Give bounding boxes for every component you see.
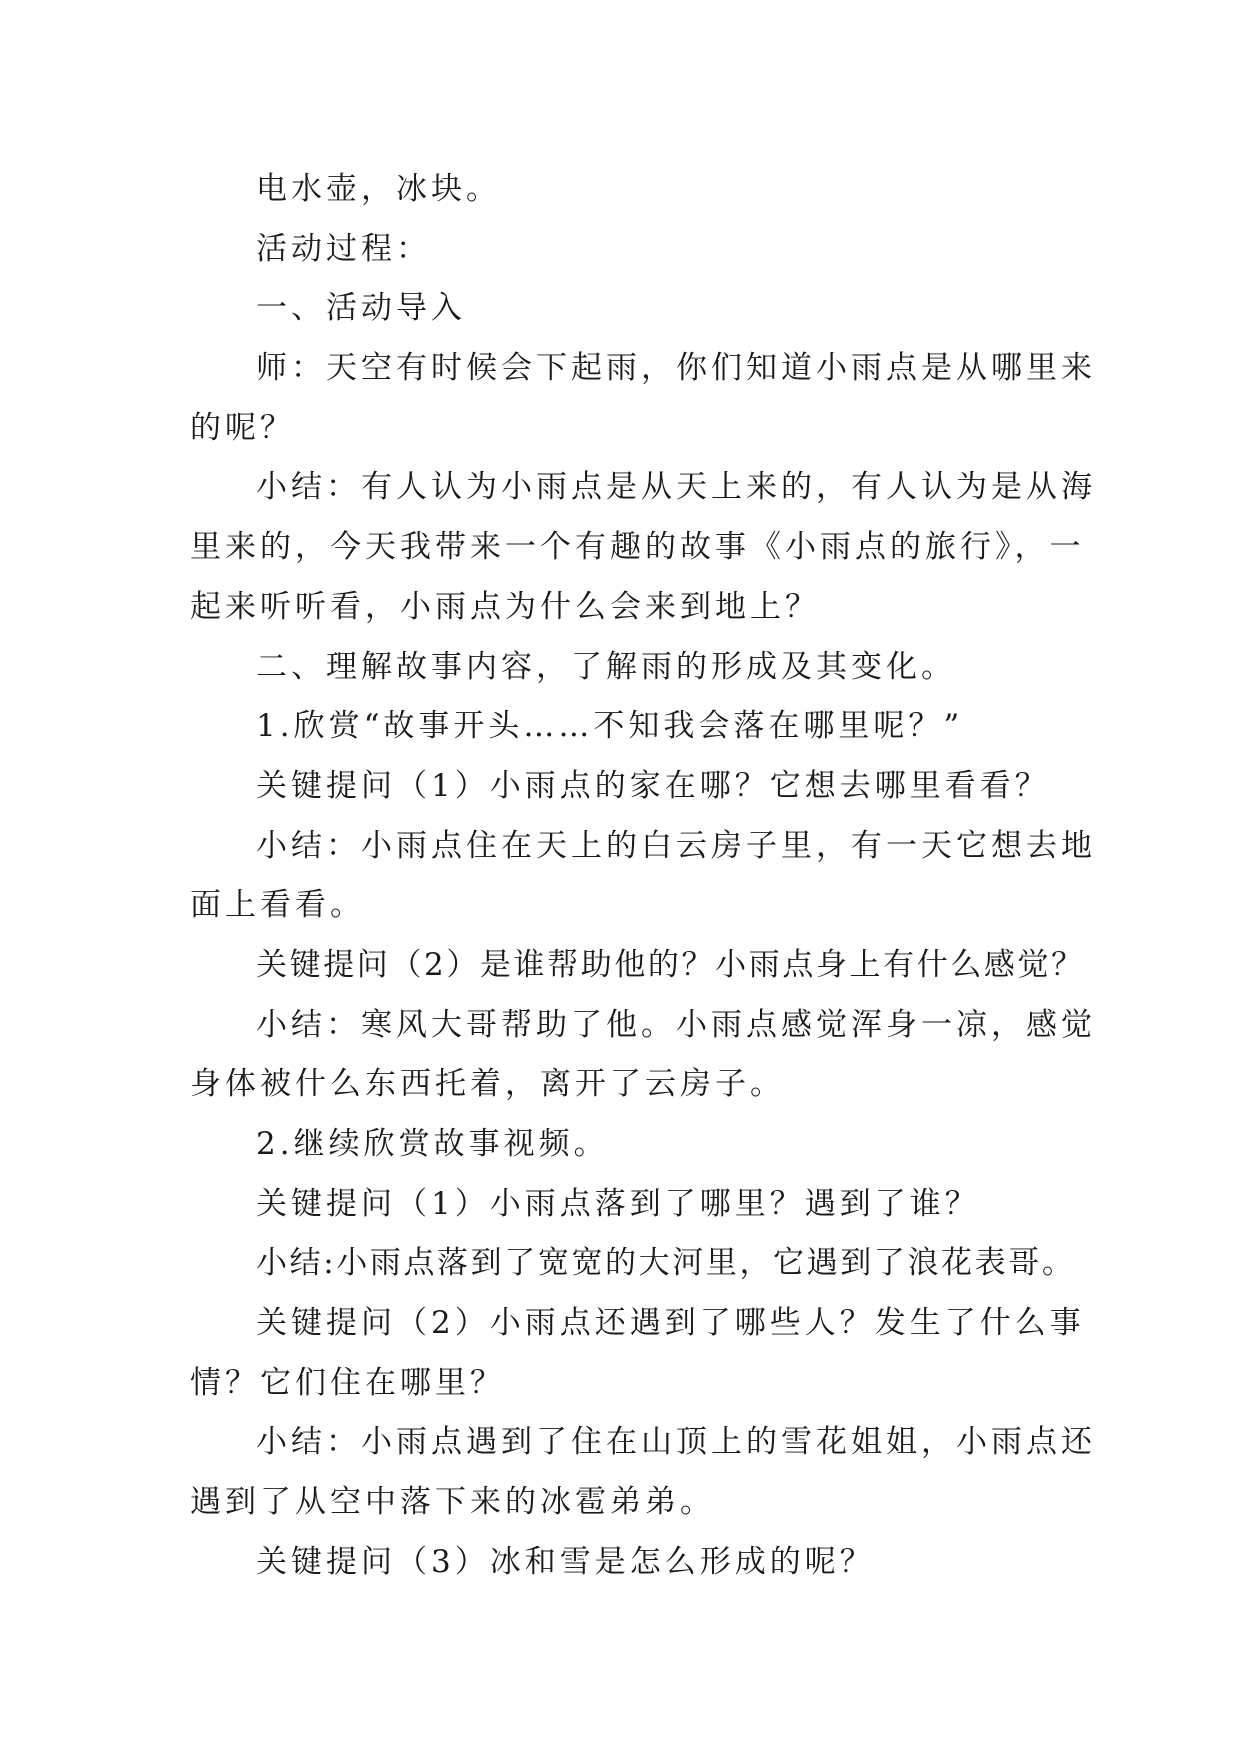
section-heading: 二、理解故事内容，了解雨的形成及其变化。 — [256, 648, 956, 685]
text-line: 遇到了从空中落下来的冰雹弟弟。 — [190, 1484, 715, 1521]
text-line: 关键提问（2）是谁帮助他的？小雨点身上有什么感觉？ — [256, 946, 1085, 983]
text-line: 2.继续欣赏故事视频。 — [256, 1126, 609, 1162]
text-line: 活动过程： — [256, 230, 431, 267]
text-line: 小结：小雨点遇到了住在山顶上的雪花姐姐，小雨点还 — [256, 1424, 1096, 1461]
text-line: 关键提问（2）小雨点还遇到了哪些人？发生了什么事 — [256, 1305, 1085, 1342]
document-body — [190, 160, 1096, 1593]
text-line: 小结:小雨点落到了宽宽的大河里，它遇到了浪花表哥。 — [256, 1245, 1076, 1282]
text-line: 小结：寒风大哥帮助了他。小雨点感觉浑身一凉，感觉 — [256, 1006, 1096, 1043]
text-line: 面上看看。 — [190, 887, 365, 924]
text-line: 里来的，今天我带来一个有趣的故事《小雨点的旅行》，一 — [190, 529, 1085, 566]
text-line: 电水壶，冰块。 — [256, 171, 501, 207]
text-line: 关键提问（1）小雨点落到了哪里？遇到了谁？ — [256, 1185, 980, 1222]
text-line: 关键提问（3）冰和雪是怎么形成的呢？ — [256, 1543, 875, 1580]
text-line: 起来听听看，小雨点为什么会来到地上？ — [190, 588, 820, 625]
text-line: 身体被什么东西托着，离开了云房子。 — [190, 1066, 785, 1103]
text-line: 情？它们住在哪里？ — [190, 1364, 505, 1401]
text-line: 小结：小雨点住在天上的白云房子里，有一天它想去地 — [256, 827, 1096, 864]
text-line: 师：天空有时候会下起雨，你们知道小雨点是从哪里来 — [256, 350, 1096, 387]
text-line: 的呢？ — [190, 409, 295, 446]
text-line: 关键提问（1）小雨点的家在哪？它想去哪里看看？ — [256, 767, 1050, 804]
text-line: 1.欣赏“故事开头……不知我会落在哪里呢？” — [256, 708, 964, 745]
text-line: 小结：有人认为小雨点是从天上来的，有人认为是从海 — [256, 469, 1096, 506]
section-heading: 一、活动导入 — [256, 290, 466, 327]
